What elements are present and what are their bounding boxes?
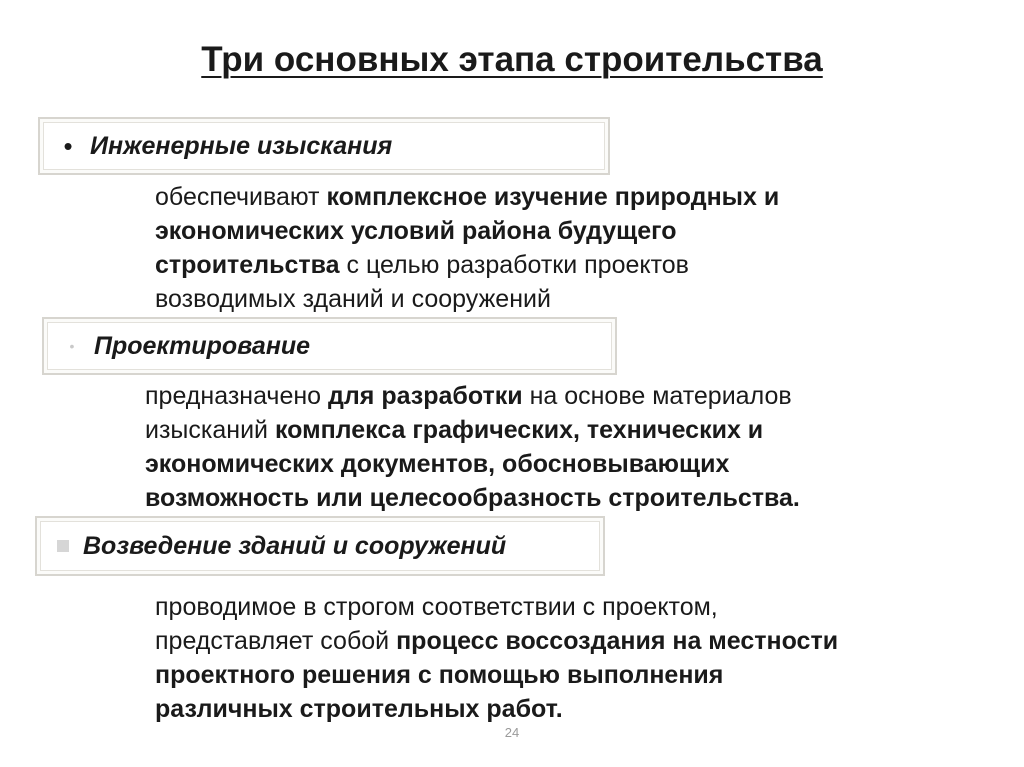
description-line [155,590,838,624]
text-run: представляет собой [155,627,397,655]
description-line [155,180,779,214]
bold-text: проектного решения с помощью выполнения [155,661,724,689]
text-run: с целью разработки проектов [339,251,689,279]
description-line [155,624,838,658]
description-line [145,413,800,447]
text-run: возводимых зданий и сооружений [155,285,551,313]
section-heading-surveys: Инженерные изыскания [90,131,393,160]
bold-text: экономических документов, обосновывающих [145,450,730,478]
text-run: изысканий [145,416,275,444]
bold-text: экономических условий района будущего [155,217,677,245]
description-line [155,282,779,316]
section-description-construction [155,590,838,726]
bullet-square-icon [57,540,69,552]
description-line [155,692,838,726]
bold-text: различных строительных работ. [155,695,563,723]
section-heading-inner [40,521,600,571]
section-description-surveys [155,180,779,316]
slide-title: Три основных этапа строительства [201,40,823,79]
description-line [155,658,838,692]
section-heading-frame-construction [35,516,605,576]
bold-text: возможность или целесообразность строительства. [145,484,800,512]
text-run: проводимое в строгом соответствии с проектом, [155,593,718,621]
text-run: предназначено [145,382,329,410]
bold-text: комплекса графических, технических и [274,416,764,444]
section-heading-inner [43,122,605,170]
bold-text: комплексное изучение природных и [326,183,780,211]
bold-text: строительства [155,251,340,279]
bullet-dot-light-icon: • [69,338,75,354]
bold-text: процесс воссоздания на местности [396,627,839,655]
bullet-dot-icon: • [63,130,73,161]
section-heading-construction: Возведение зданий и сооружений [83,531,507,560]
description-line [145,379,800,413]
page-number: 24 [504,725,520,740]
section-heading-inner [47,322,612,370]
section-heading-frame-design [42,317,617,375]
section-description-design [145,379,800,515]
text-run: на основе материалов [522,382,792,410]
text-run: обеспечивают [155,183,327,211]
description-line [145,447,800,481]
section-heading-design: Проектирование [94,331,311,360]
section-heading-frame-surveys [38,117,610,175]
description-line [155,248,779,282]
description-line [155,214,779,248]
bold-text: для разработки [328,382,523,410]
description-line [145,481,800,515]
